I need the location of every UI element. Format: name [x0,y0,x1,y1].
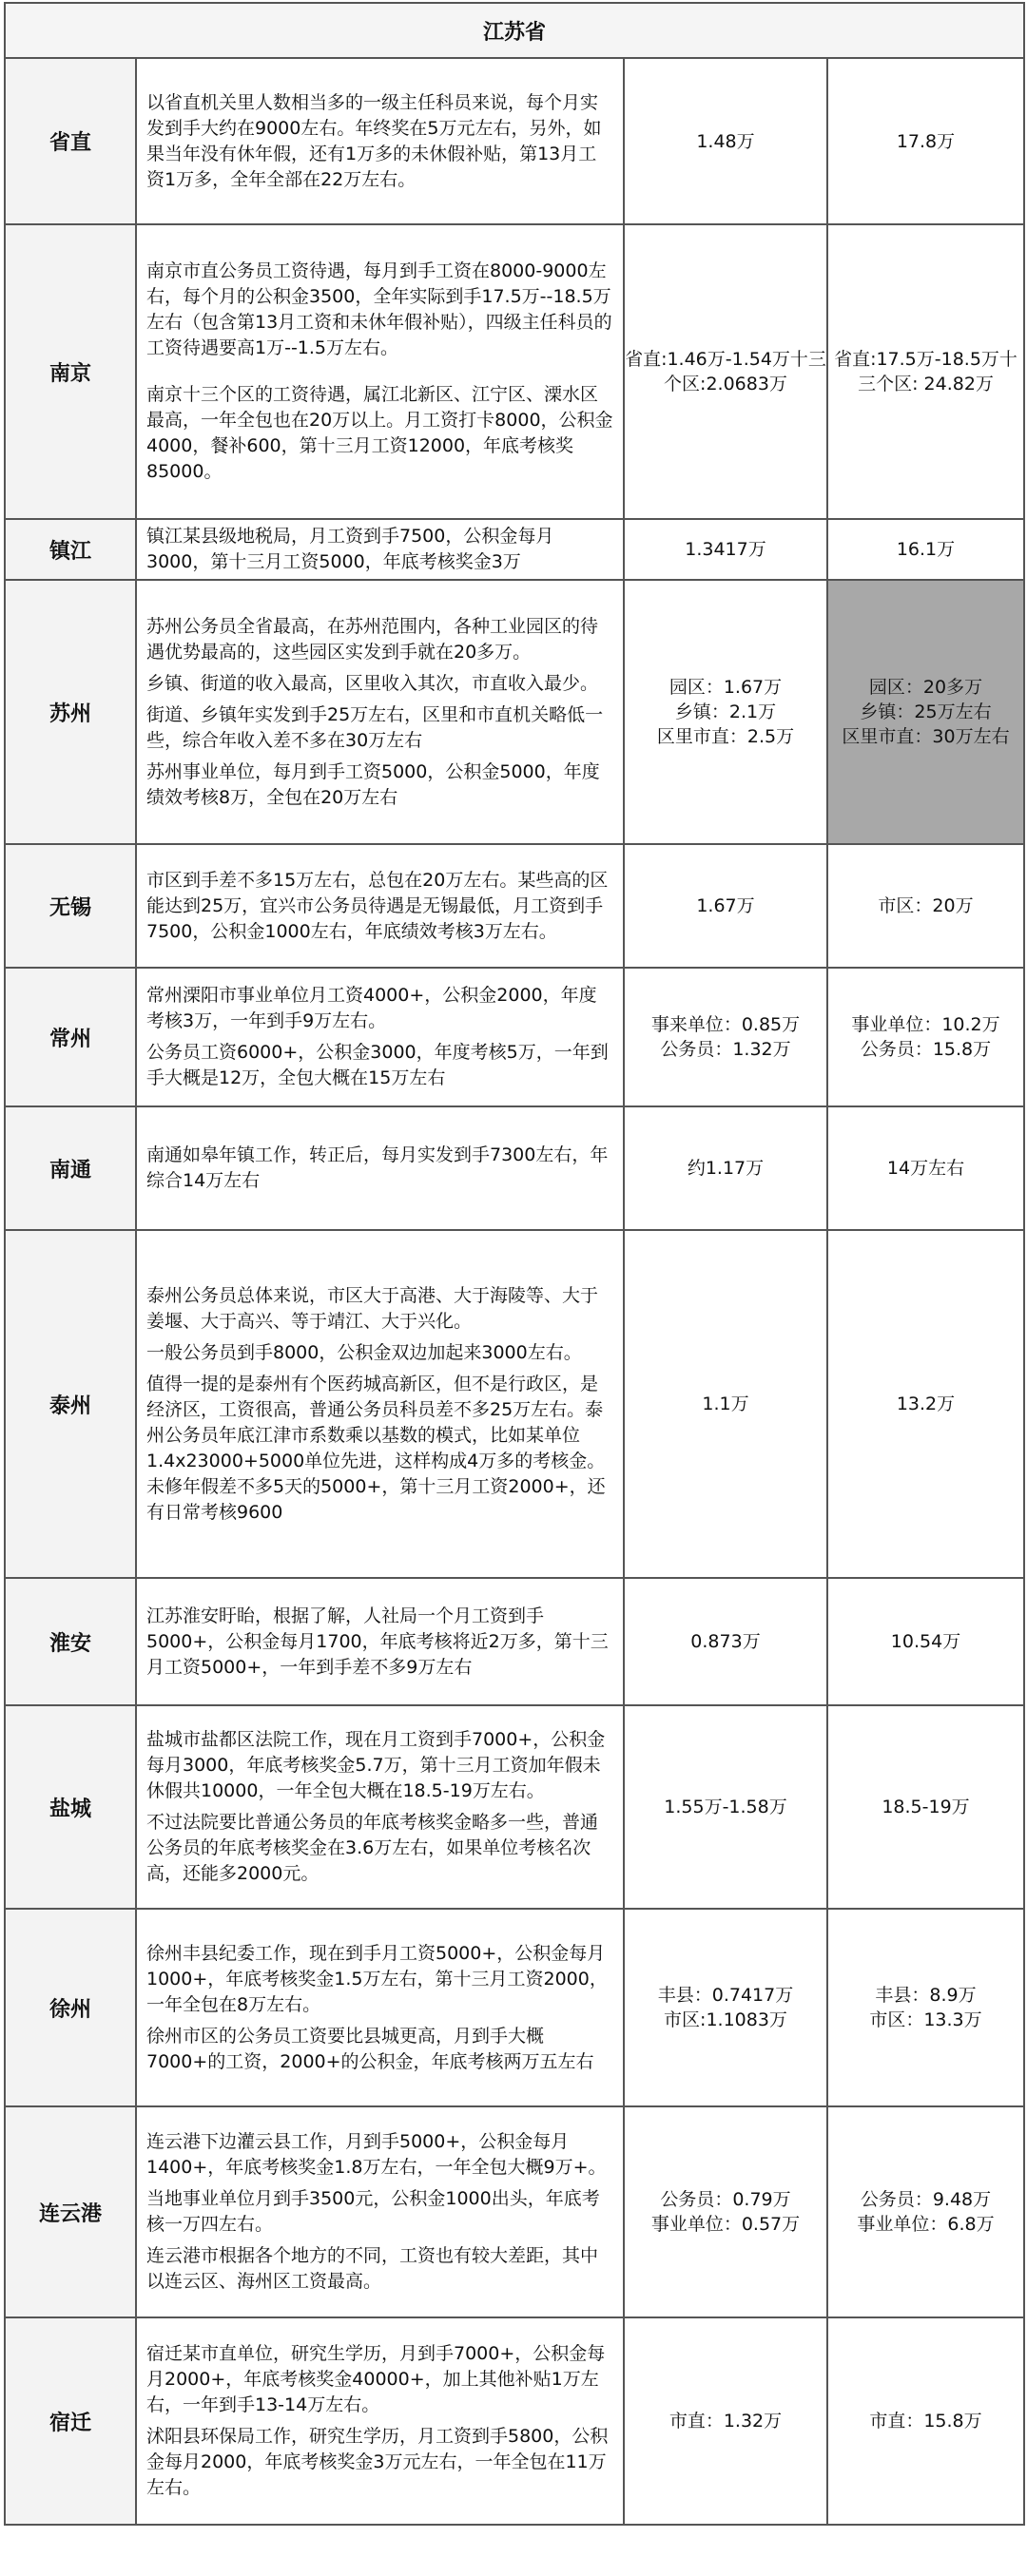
monthly-income-line: 市直：1.32万 [669,2411,783,2432]
salary-description [136,968,624,1106]
salary-description [136,1230,624,1578]
description-paragraph: 镇江某县级地税局，月工资到手7500，公积金每月3000，第十三月工资5000，年底考核奖金3万 [146,526,554,572]
annual-income-line: 公务员：15.8万 [860,1039,992,1060]
description-paragraph: 市区到手差不多15万左右，总包在20万左右。某些高的区能达到25万，宜兴市公务员待遇是无锡最低，月工资到手7500，公积金1000左右，年底绩效考核3万左右。 [146,869,609,942]
monthly-income-line: 公务员：1.32万 [660,1039,791,1060]
description-paragraph: 公务员工资6000+，公积金3000，年度考核5万，一年到手大概是12万，全包大概在15万左右 [146,1042,609,1088]
description-paragraph: 江苏淮安盱眙，根据了解，人社局一个月工资到手5000+，公积金每月1700，年底考核将近2万多，第十三月工资5000+，一年到手差不多9万左右 [146,1605,609,1678]
monthly-income-line: 园区：1.67万 [669,677,783,698]
annual-income [827,2106,1024,2317]
monthly-income-line: 市区:1.1083万 [664,2009,787,2030]
description-paragraph: 苏州事业单位，每月到手工资5000，公积金5000，年度绩效考核8万，全包在20万左右 [146,760,600,808]
description-paragraph: 徐州市区的公务员工资要比县城更高，月到手大概7000+的工资，2000+的公积金，年底考核两万五左右 [146,2025,594,2072]
description-paragraph: 南通如皋年镇工作，转正后，每月实发到手7300左右，年综合14万左右 [146,1144,609,1191]
monthly-income [624,1705,827,1909]
city-name: 省直 [5,58,136,224]
annual-income-line: 18.5-19万 [882,1797,970,1817]
city-name: 盐城 [5,1705,136,1909]
description-paragraph: 盐城市盐都区法院工作，现在月工资到手7000+，公积金每月3000，年底考核奖金5.7万，第十三月工资加年假未休假共10000，一年全包大概在18.5-19万左右。 [146,1729,606,1801]
monthly-income-line: 1.48万 [696,130,755,152]
city-name: 常州 [5,968,136,1106]
city-name: 泰州 [5,1230,136,1578]
salary-description [136,1705,624,1909]
table-row [5,1705,1024,1909]
description-paragraph: 乡镇、街道的收入最高，区里收入其次，市直收入最少。 [146,672,599,694]
table-row [5,58,1024,224]
description-paragraph: 连云港市根据各个地方的不同，工资也有较大差距，其中以连云区、海州区工资最高。 [146,2245,599,2292]
annual-income-line: 公务员：9.48万 [860,2189,992,2210]
monthly-income [624,2317,827,2525]
annual-income-line: 丰县：8.9万 [875,1985,977,2006]
annual-income-line: 市区：20万 [878,895,974,916]
city-name: 无锡 [5,844,136,968]
description-paragraph: 常州溧阳市事业单位月工资4000+，公积金2000，年度考核3万，一年到手9万左右。 [146,985,597,1031]
annual-income [827,1106,1024,1230]
monthly-income-line: 1.55万-1.58万 [664,1797,787,1817]
monthly-income-line: 丰县：0.7417万 [657,1985,794,2006]
annual-income [827,519,1024,580]
annual-income-line: 14万左右 [886,1158,965,1179]
monthly-income [624,519,827,580]
description-paragraph: 连云港下边灌云县工作，月到手5000+，公积金每月1400+，年底考核奖金1.8万左右，一年全包大概9万+。 [146,2131,607,2178]
annual-income [827,1705,1024,1909]
annual-income-line: 17.8万 [896,130,956,152]
salary-description [136,224,624,519]
salary-description [136,2106,624,2317]
salary-description [136,580,624,844]
description-paragraph: 沭阳县环保局工作，研究生学历，月工资到手5800，公积金每月2000，年底考核奖金3万元左右，一年全包在11万左右。 [146,2426,609,2498]
monthly-income [624,968,827,1106]
annual-income [827,1230,1024,1578]
monthly-income [624,224,827,519]
monthly-income [624,58,827,224]
table-row [5,1230,1024,1578]
description-paragraph: 街道、乡镇年实发到手25万左右，区里和市直机关略低一些，综合年收入差不多在30万左右 [146,703,604,751]
table-row [5,968,1024,1106]
annual-income-line: 区里市直：30万左右 [842,726,1010,747]
description-paragraph: 不过法院要比普通公务员的年底考核奖金略多一些，普通公务员的年底考核奖金在3.6万左右，如果单位考核名次高，还能多2000元。 [146,1812,599,1884]
annual-income [827,580,1024,844]
salary-description [136,519,624,580]
annual-income-line: 乡镇：25万左右 [860,702,992,722]
table-row [5,1909,1024,2106]
monthly-income-line: 0.873万 [690,1631,761,1652]
monthly-income-line: 1.3417万 [685,539,766,560]
monthly-income-line: 约1.17万 [687,1158,765,1179]
description-paragraph: 宿迁某市直单位，研究生学历，月到手7000+，公积金每月2000+，年底考核奖金40000+，加上其他补贴1万左右，一年到手13-14万左右。 [146,2343,606,2415]
annual-income [827,968,1024,1106]
description-paragraph: 值得一提的是泰州有个医药城高新区，但不是行政区，是经济区，工资很高，普通公务员科员差不多25万左右。泰州公务员年底江津市系数乘以基数的模式，比如某单位1.4x23000+5000单位先进，这样构成4万多的考核金。未修年假差不多5天的5000+，第十三月工资2000+，还有日常考核9600 [146,1373,606,1523]
description-paragraph: 南京十三个区的工资待遇，属江北新区、江宁区、溧水区最高，一年全包也在20万以上。月工资打卡8000，公积金4000，餐补600，第十三月工资12000，年底考核奖85000。 [146,384,613,482]
annual-income [827,2317,1024,2525]
annual-income-line: 事业单位：6.8万 [857,2214,995,2235]
annual-income [827,844,1024,968]
annual-income-line: 市直：15.8万 [869,2411,982,2432]
description-paragraph: 苏州公务员全省最高，在苏州范围内，各种工业园区的待遇优势最高的，这些园区实发到手就在20多万。 [146,615,599,663]
monthly-income-line: 公务员：0.79万 [660,2189,791,2210]
annual-income-line: 市区：13.3万 [869,2009,982,2030]
annual-income [827,58,1024,224]
salary-description [136,58,624,224]
description-paragraph: 当地事业单位月到手3500元，公积金1000出头，年底考核一万四左右。 [146,2188,600,2235]
annual-income-line: 10.54万 [890,1631,961,1652]
annual-income [827,224,1024,519]
annual-income-line: 事业单位：10.2万 [851,1014,1000,1035]
monthly-income-line: 省直:1.46万-1.54万十三个区:2.0683万 [625,349,826,394]
table-row [5,1106,1024,1230]
annual-income [827,1578,1024,1705]
salary-description [136,1106,624,1230]
annual-income-line: 16.1万 [896,539,956,560]
city-name: 镇江 [5,519,136,580]
title-row [5,3,1024,58]
monthly-income [624,1106,827,1230]
description-paragraph: 南京市直公务员工资待遇，每月到手工资在8000-9000左右，每个月的公积金3500，全年实际到手17.5万--18.5万左右（包含第13月工资和未休年假补贴），四级主任科员的工资待遇要高1万--1.5万左右。 [146,260,612,358]
annual-income-line: 13.2万 [896,1394,956,1414]
city-name: 苏州 [5,580,136,844]
city-name: 宿迁 [5,2317,136,2525]
monthly-income [624,1230,827,1578]
monthly-income-line: 事来单位：0.85万 [650,1014,801,1035]
table-row [5,844,1024,968]
table-row [5,2317,1024,2525]
description-paragraph: 一般公务员到手8000，公积金双边加起来3000左右。 [146,1341,582,1363]
monthly-income-line: 乡镇：2.1万 [674,702,777,722]
salary-description [136,1578,624,1705]
table-row [5,580,1024,844]
monthly-income [624,580,827,844]
city-name: 连云港 [5,2106,136,2317]
description-paragraph: 泰州公务员总体来说，市区大于高港、大于海陵等、大于姜堰、大于高兴、等于靖江、大于兴化。 [146,1284,599,1332]
city-name: 淮安 [5,1578,136,1705]
table-title: 江苏省 [5,3,1024,58]
city-name: 徐州 [5,1909,136,2106]
monthly-income-line: 1.67万 [696,895,755,916]
monthly-income-line: 1.1万 [702,1394,749,1414]
salary-description [136,1909,624,2106]
salary-description [136,2317,624,2525]
monthly-income [624,2106,827,2317]
annual-income [827,1909,1024,2106]
salary-description [136,844,624,968]
city-name: 南京 [5,224,136,519]
monthly-income-line: 事业单位：0.57万 [650,2214,801,2235]
monthly-income [624,1578,827,1705]
table-row [5,2106,1024,2317]
city-name: 南通 [5,1106,136,1230]
description-paragraph: 徐州丰县纪委工作，现在到手月工资5000+，公积金每月1000+，年底考核奖金1.5万左右，第十三月工资2000，一年全包在8万左右。 [146,1942,608,2015]
annual-income-line: 省直:17.5万-18.5万十三个区: 24.82万 [834,349,1017,394]
salary-table [4,2,1025,2526]
table-row [5,1578,1024,1705]
table-row [5,519,1024,580]
annual-income-line: 园区：20多万 [868,677,983,698]
monthly-income [624,844,827,968]
monthly-income [624,1909,827,2106]
monthly-income-line: 区里市直：2.5万 [656,726,795,747]
description-paragraph: 以省直机关里人数相当多的一级主任科员来说，每个月实发到手大约在9000左右。年终奖在5万元左右，另外，如果当年没有休年假，还有1万多的未休假补贴，第13月工资1万多，全年全部在22万左右。 [146,91,602,190]
table-row [5,224,1024,519]
